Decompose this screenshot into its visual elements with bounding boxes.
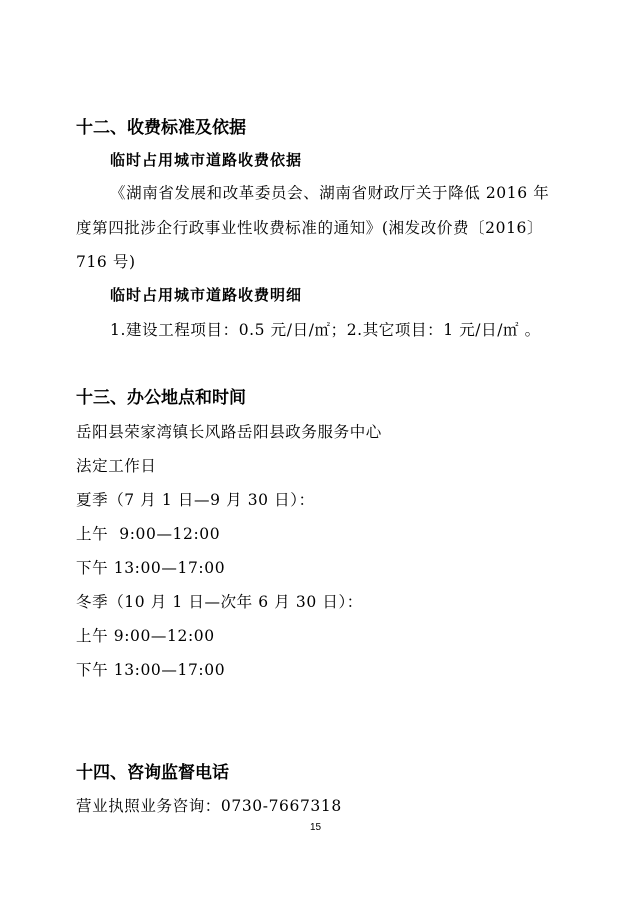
summer-schedule-label: 夏季（7 月 1 日—9 月 30 日）： [76,491,315,509]
winter-schedule-label: 冬季（10 月 1 日—次年 6 月 30 日）： [76,593,363,611]
office-address: 岳阳县荣家湾镇长风路岳阳县政务服务中心 [76,423,382,441]
fee-basis-text-line-3: 716 号) [76,253,136,271]
section-14-title: 十四、咨询监督电话 [76,763,229,783]
winter-afternoon-hours: 下午 13:00—17:00 [76,661,226,679]
section-12-title: 十二、收费标准及依据 [76,118,246,138]
summer-morning-hours: 上午 9:00—12:00 [76,525,221,543]
page-number: 15 [310,822,322,833]
summer-afternoon-hours: 下午 13:00—17:00 [76,559,226,577]
fee-detail-heading: 临时占用城市道路收费明细 [110,286,303,304]
workday-label: 法定工作日 [76,457,157,475]
fee-basis-text-line-2: 度第四批涉企行政事业性收费标准的通知》(湘发改价费〔2016〕 [76,219,544,237]
section-13-title: 十三、办公地点和时间 [76,388,246,408]
license-hotline: 营业执照业务咨询：0730-7667318 [76,797,342,815]
fee-basis-text-line-1: 《湖南省发展和改革委员会、湖南省财政厅关于降低 2016 年 [110,184,550,202]
fee-detail-text: 1.建设工程项目：0.5 元/日/㎡；2.其它项目：1 元/日/㎡ 。 [110,321,541,339]
winter-morning-hours: 上午 9:00—12:00 [76,627,215,645]
fee-basis-heading: 临时占用城市道路收费依据 [110,151,303,169]
